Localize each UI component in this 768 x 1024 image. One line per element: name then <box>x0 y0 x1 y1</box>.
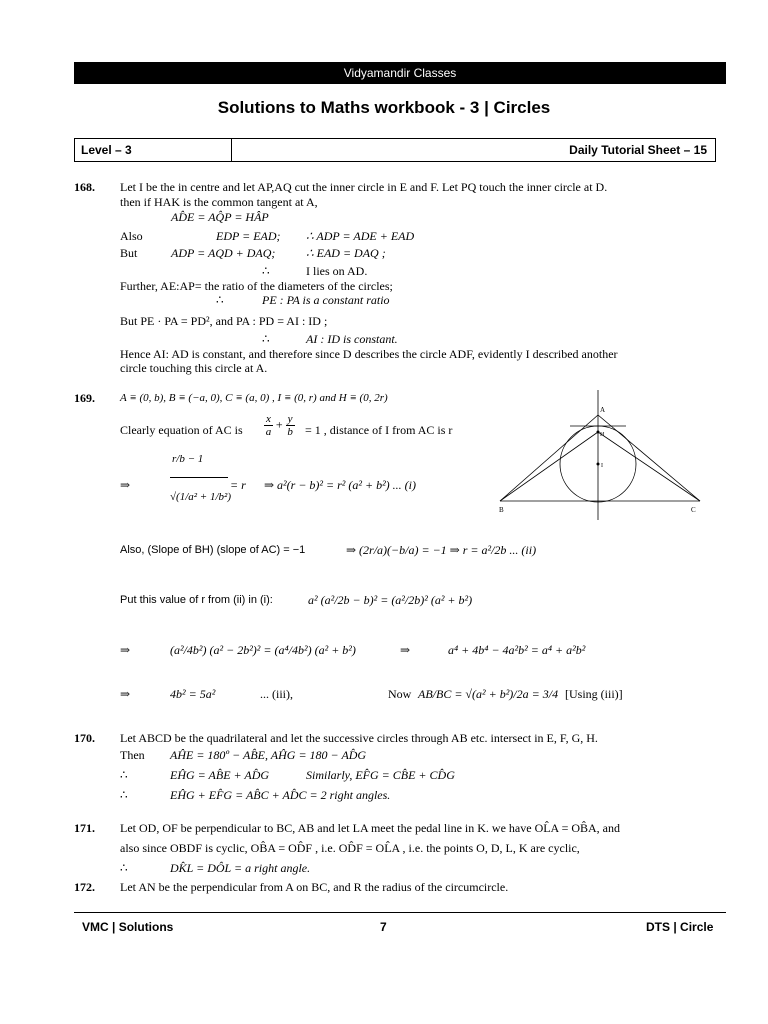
question-number-171: 171. <box>74 821 95 835</box>
q171-therefore: ∴ <box>120 861 128 875</box>
page-title: Solutions to Maths workbook - 3 | Circles <box>217 98 551 117</box>
q169-line4b: ⇒ (2r/a)(−b/a) = −1 ⇒ r = a²/2b ... (ii) <box>346 543 537 557</box>
q169-line7c: ... (iii), <box>260 687 293 701</box>
q168-line8: PE : PA is a constant ratio <box>262 293 390 307</box>
q170-line2: AĤE = 180º − AB̂E, AĤG = 180 − AD̂G <box>170 748 367 762</box>
q169-now: Now <box>388 687 412 701</box>
q170-line3: EĤG = AB̂E + AD̂G <box>170 768 270 782</box>
q169-fraction-num: r/b − 1 <box>172 453 204 465</box>
q170-line3c: Similarly, EF̂G = CB̂E + CD̂G <box>306 768 455 782</box>
q169-line2b: = 1 , distance of I from AC is r <box>305 423 453 437</box>
figure-label-c: C <box>691 506 696 514</box>
q169-line4: Also, (Slope of BH) (slope of AC) = −1 <box>120 544 306 556</box>
q169-line7b: 4b² = 5a² <box>170 687 216 701</box>
q170-then: Then <box>120 748 145 762</box>
question-number-169: 169. <box>74 391 95 405</box>
footer-right: DTS | Circle <box>646 920 714 934</box>
page-number: 7 <box>380 920 387 934</box>
q168-but: But <box>120 246 138 260</box>
q168-line12: circle touching this circle at A. <box>120 361 268 375</box>
triangle-circle-figure <box>490 388 716 520</box>
q171-line3: DK̂L = DÔL = a right angle. <box>170 861 311 875</box>
q168-line3: AD̂E = AQ̂P = HÂP <box>171 210 269 224</box>
q169-line5: Put this value of r from (ii) in (i): <box>120 594 273 606</box>
q168-therefore2: ∴ <box>216 293 224 307</box>
q168-line1: Let I be the in centre and let AP,AQ cut the inner circle in E and F. Let PQ touch the inner circle at D. <box>120 180 608 194</box>
q169-fraction-bar <box>170 477 228 478</box>
q169-line6d: a⁴ + 4b⁴ − 4a²b² = a⁴ + a²b² <box>448 643 586 657</box>
q169-line6b: (a²/4b²) (a² − 2b²)² = (a⁴/4b²) (a² + b²) <box>170 643 356 657</box>
q168-line5b: ADP = AQD + DAQ; <box>171 246 276 260</box>
question-number-172: 172. <box>74 880 95 894</box>
question-number-170: 170. <box>74 731 95 745</box>
q171-line2: also since OBDF is cyclic, OB̂A = OD̂F , i.e. OD̂F = OL̂A , i.e. the points O, D, L, K are cyclic, <box>120 841 580 855</box>
q170-therefore1: ∴ <box>120 768 128 782</box>
question-number-168: 168. <box>74 180 95 194</box>
q169-eq-r: = r <box>230 478 246 492</box>
q168-line11: Hence AI: AD is constant, and therefore since D describes the circle ADF, evidently I described another <box>120 347 618 361</box>
q170-therefore2: ∴ <box>120 788 128 802</box>
q169-line7e: AB/BC = √(a² + b²)/2a = 3/4 <box>418 687 559 701</box>
q169-fraction-x-a: $\frac{x}{a}$ + $\frac{y}{b}$ <box>265 413 293 438</box>
q169-using: [Using (iii)] <box>565 687 623 701</box>
q168-line6: I lies on AD. <box>306 264 368 278</box>
q169-implies4: ⇒ <box>120 687 131 701</box>
level-box <box>74 138 716 162</box>
q168-line4c: ∴ ADP = ADE + EAD <box>306 229 415 243</box>
q169-implies3: ⇒ <box>400 643 411 657</box>
q168-line10: AI : ID is constant. <box>306 332 398 346</box>
q168-therefore3: ∴ <box>262 332 270 346</box>
q172-line1: Let AN be the perpendicular from A on BC, and R the radius of the circumcircle. <box>120 880 509 894</box>
q169-fraction-den: √(1/a² + 1/b²) <box>170 491 231 503</box>
q169-line1: A ≡ (0, b), B ≡ (−a, 0), C ≡ (a, 0) , I ≡ (0, r) and H ≡ (0, 2r) <box>120 392 388 404</box>
level-label: Level – 3 <box>75 139 232 161</box>
q169-implies1: ⇒ <box>120 478 131 492</box>
q168-line4b: EDP = EAD; <box>216 229 281 243</box>
figure-label-a: A <box>600 406 606 414</box>
q168-also: Also <box>120 229 143 243</box>
figure-label-h: H <box>600 432 605 438</box>
q170-line1: Let ABCD be the quadrilateral and let the successive circles through AB etc. intersect in E, F, G, H. <box>120 731 598 745</box>
q168-therefore1: ∴ <box>262 264 270 278</box>
q169-line5b: a² (a²/2b − b)² = (a²/2b)² (a² + b²) <box>308 593 473 607</box>
q171-line1: Let OD, OF be perpendicular to BC, AB and let LA meet the pedal line in K. we have OL̂A = OB̂A, and <box>120 821 620 835</box>
q168-line7: Further, AE:AP= the ratio of the diameters of the circles; <box>120 279 393 293</box>
header-banner: Vidyamandir Classes <box>74 62 726 84</box>
q169-line3-rhs: ⇒ a²(r − b)² = r² (a² + b²) ... (i) <box>264 478 416 492</box>
q168-line9: But PE · PA = PD², and PA : PD = AI : ID ; <box>120 314 328 328</box>
figure-label-b: B <box>499 506 504 514</box>
figure-label-i: I <box>601 463 603 469</box>
q168-line5c: ∴ EAD = DAQ ; <box>306 246 386 260</box>
q169-implies2: ⇒ <box>120 643 131 657</box>
q169-line2a: Clearly equation of AC is <box>120 423 243 437</box>
footer-divider <box>74 912 726 913</box>
q168-line2: then if HAK is the common tangent at A, <box>120 195 318 209</box>
sheet-label: Daily Tutorial Sheet – 15 <box>569 143 707 157</box>
footer-left: VMC | Solutions <box>82 920 174 934</box>
q170-line4: EĤG + EF̂G = AB̂C + AD̂C = 2 right angles. <box>170 788 391 802</box>
